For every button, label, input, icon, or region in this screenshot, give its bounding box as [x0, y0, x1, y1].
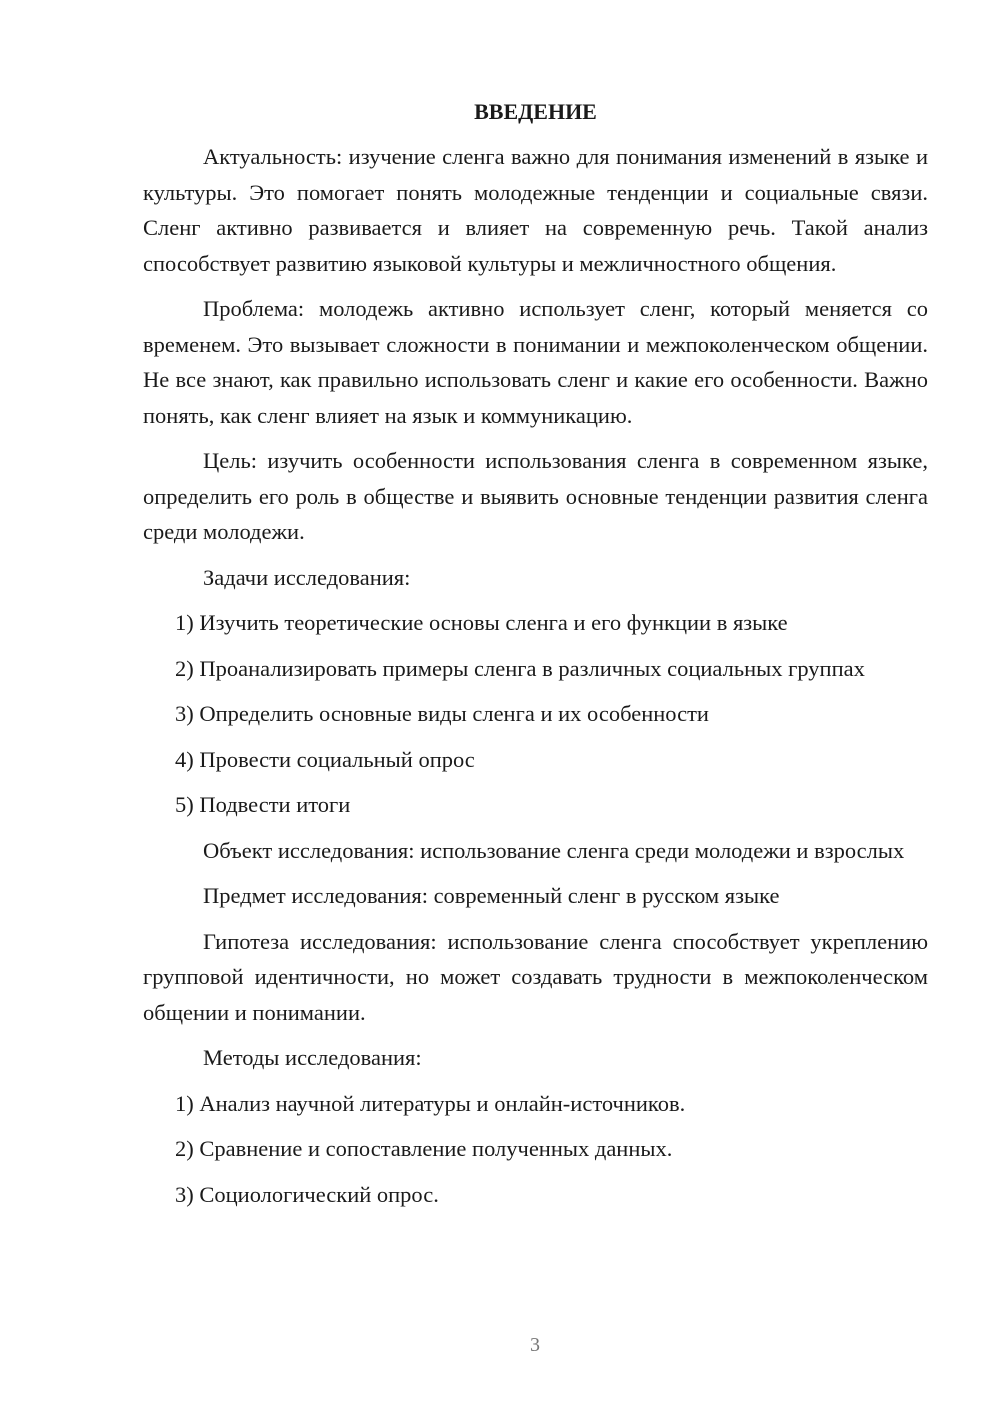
task-item: 2) Проанализировать примеры сленга в различных социальных группах	[175, 655, 865, 681]
task-item: 5) Подвести итоги	[175, 792, 351, 817]
subject-paragraph: Предмет исследования: современный сленг в русском языке	[203, 883, 780, 908]
page-content	[143, 94, 928, 1222]
relevance-paragraph: Актуальность: изучение сленга важно для понимания изменений в языке и культуры. Это помогает понять молодежные тенденции и социальные связи. Сленг активно развивается и влияет на современную речь. Такой анализ способствует развитию языковой культуры и межличностного общения.	[143, 144, 928, 276]
task-item: 4) Провести социальный опрос	[175, 746, 475, 772]
method-item: 1) Анализ научной литературы и онлайн-источников.	[175, 1090, 686, 1116]
task-item: 1) Изучить теоретические основы сленга и его функции в языке	[175, 610, 788, 635]
problem-paragraph: Проблема: молодежь активно использует сленг, который меняется со временем. Это вызывает сложности в понимании и межпоколенческом общении. Не все знают, как правильно использовать сленг и какие его особенности. Важно понять, как сленг влияет на язык и коммуникацию.	[143, 296, 928, 428]
hypothesis-paragraph: Гипотеза исследования: использование сленга способствует укреплению групповой идентичности, но может создавать трудности в межпоколенческом общении и понимании.	[143, 928, 928, 1025]
methods-heading: Методы исследования:	[203, 1045, 422, 1070]
section-title: ВВЕДЕНИЕ	[474, 99, 597, 124]
page-number: 3	[530, 1334, 540, 1356]
task-item: 3) Определить основные виды сленга и их особенности	[175, 701, 709, 726]
object-paragraph: Объект исследования: использование сленга среди молодежи и взрослых	[203, 837, 905, 863]
tasks-heading: Задачи исследования:	[203, 564, 411, 590]
goal-paragraph: Цель: изучить особенности использования сленга в современном языке, определить его роль в обществе и выявить основные тенденции развития сленга среди молодежи.	[143, 448, 928, 544]
method-item: 2) Сравнение и сопоставление полученных данных.	[175, 1136, 673, 1161]
method-item: 3) Социологический опрос.	[175, 1181, 439, 1207]
